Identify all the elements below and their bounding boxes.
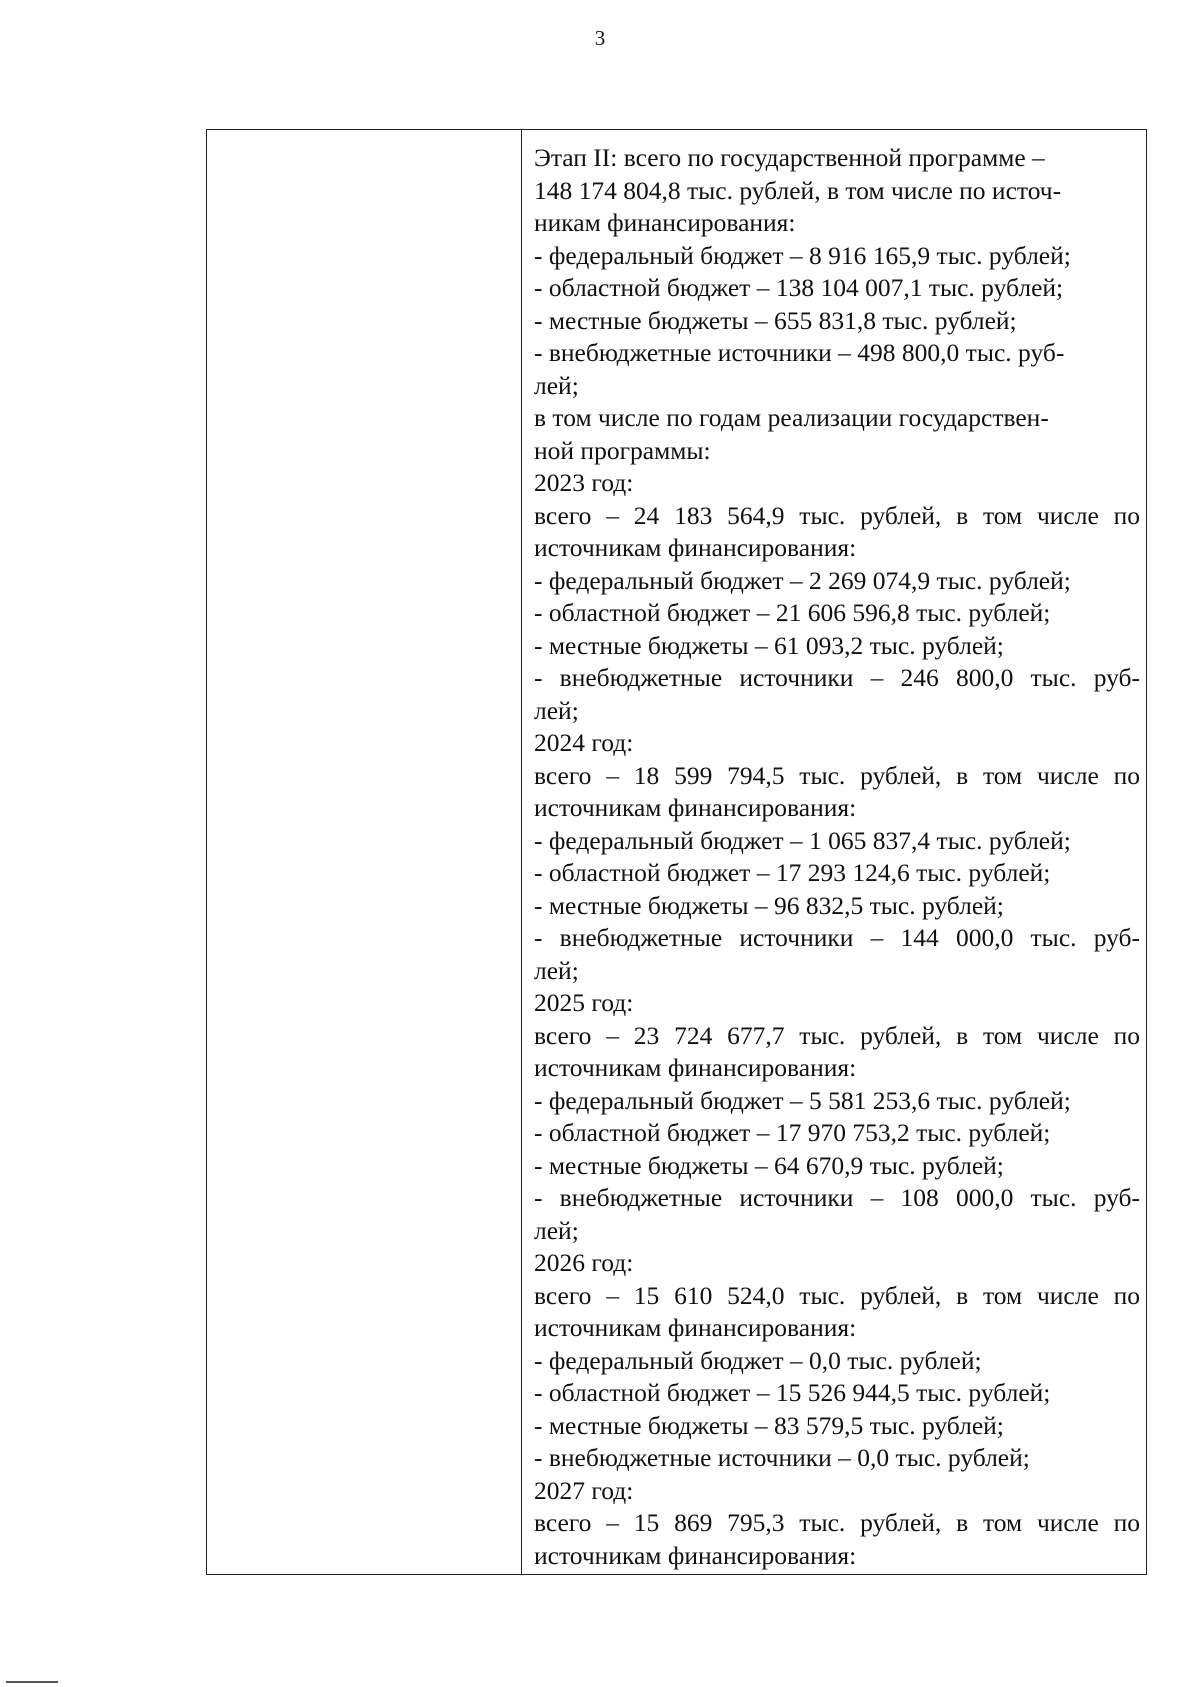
- text-line: - областной бюджет – 17 970 753,2 тыс. рублей;: [534, 1118, 1051, 1147]
- text-line: - федеральный бюджет – 0,0 тыс. рублей;: [534, 1345, 982, 1375]
- text-line: в том числе по годам реализации государствен-: [534, 403, 1049, 432]
- text-line: всего – 24 183 564,9 тыс. рублей, в том числе по: [534, 500, 1140, 530]
- text-line: - местные бюджеты – 64 670,9 тыс. рублей;: [534, 1150, 1004, 1180]
- text-line: 2027 год:: [534, 1475, 634, 1505]
- text-line: источникам финансирования:: [534, 793, 857, 822]
- text-line: - федеральный бюджет – 2 269 074,9 тыс. рублей;: [534, 565, 1071, 595]
- scan-edge-mark: [6, 1681, 58, 1683]
- text-line: 2026 год:: [534, 1248, 634, 1277]
- text-line: - областной бюджет – 138 104 007,1 тыс. рублей;: [534, 273, 1064, 302]
- text-line: - внебюджетные источники – 498 800,0 тыс. руб-: [534, 338, 1065, 367]
- text-line: лей;: [534, 695, 579, 725]
- text-line: источникам финансирования:: [534, 1053, 857, 1082]
- text-line: - областной бюджет – 17 293 124,6 тыс. рублей;: [534, 858, 1051, 887]
- text-line: никам финансирования:: [534, 208, 796, 237]
- text-line: лей;: [534, 370, 579, 400]
- text-line: - внебюджетные источники – 108 000,0 тыс. руб-: [534, 1183, 1140, 1212]
- text-line: - местные бюджеты – 655 831,8 тыс. рублей;: [534, 305, 1017, 335]
- text-line: источникам финансирования:: [534, 1540, 857, 1570]
- text-line: - федеральный бюджет – 1 065 837,4 тыс. рублей;: [534, 825, 1071, 855]
- table-right-cell: [522, 130, 1146, 1574]
- text-line: Этап II: всего по государственной программе –: [534, 143, 1045, 172]
- text-line: 2023 год:: [534, 468, 634, 497]
- text-line: - областной бюджет – 21 606 596,8 тыс. рублей;: [534, 598, 1051, 627]
- text-line: - внебюджетные источники – 246 800,0 тыс. руб-: [534, 663, 1140, 692]
- financing-table: [206, 129, 1147, 1575]
- text-line: 2025 год:: [534, 988, 634, 1017]
- text-line: 148 174 804,8 тыс. рублей, в том числе по источ-: [534, 175, 1062, 205]
- text-line: всего – 15 869 795,3 тыс. рублей, в том числе по: [534, 1508, 1140, 1537]
- text-line: 2024 год:: [534, 728, 634, 757]
- text-line: лей;: [534, 1215, 579, 1245]
- text-line: - внебюджетные источники – 144 000,0 тыс. руб-: [534, 923, 1140, 952]
- text-line: - местные бюджеты – 96 832,5 тыс. рублей;: [534, 890, 1004, 920]
- text-line: - областной бюджет – 15 526 944,5 тыс. рублей;: [534, 1378, 1051, 1407]
- text-line: источникам финансирования:: [534, 1313, 857, 1342]
- table-left-cell: [207, 130, 522, 1574]
- text-line: всего – 23 724 677,7 тыс. рублей, в том числе по: [534, 1020, 1140, 1050]
- text-line: всего – 15 610 524,0 тыс. рублей, в том числе по: [534, 1280, 1140, 1310]
- text-line: лей;: [534, 955, 579, 985]
- text-line: - внебюджетные источники – 0,0 тыс. рублей;: [534, 1443, 1030, 1472]
- text-line: всего – 18 599 794,5 тыс. рублей, в том числе по: [534, 760, 1140, 790]
- text-line: - местные бюджеты – 83 579,5 тыс. рублей;: [534, 1410, 1004, 1440]
- text-line: - местные бюджеты – 61 093,2 тыс. рублей;: [534, 630, 1004, 660]
- text-line: ной программы:: [534, 435, 711, 465]
- text-line: источникам финансирования:: [534, 533, 857, 562]
- page-number: 3: [594, 26, 606, 50]
- text-line: - федеральный бюджет – 8 916 165,9 тыс. рублей;: [534, 240, 1071, 270]
- text-line: - федеральный бюджет – 5 581 253,6 тыс. рублей;: [534, 1085, 1071, 1115]
